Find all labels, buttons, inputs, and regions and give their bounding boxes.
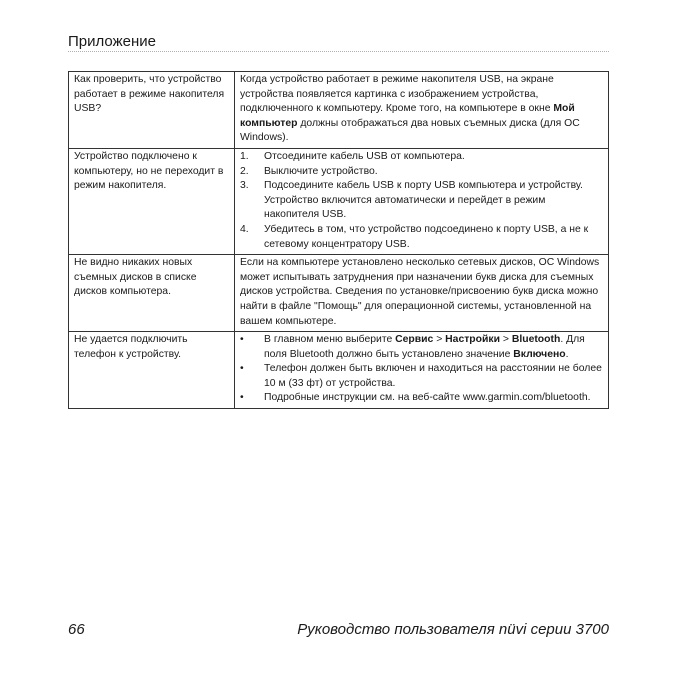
problem-cell: Не удается подключить телефон к устройству. bbox=[69, 332, 235, 409]
bullet-marker: • bbox=[240, 363, 244, 375]
page-number: 66 bbox=[68, 621, 85, 638]
solution-text: Когда устройство работает в режиме накопителя USB, на экране устройства появляется картинка с изображением устройства, подключенного к компьютеру. Кроме того, на компьютере в окне bbox=[240, 74, 554, 115]
step-text: Выключите устройство. bbox=[264, 165, 378, 177]
list-item bbox=[240, 362, 603, 391]
table-row bbox=[69, 72, 609, 149]
list-item bbox=[240, 223, 603, 252]
step-number: 2. bbox=[240, 165, 249, 177]
table-row bbox=[69, 148, 609, 254]
problem-cell: Устройство подключено к компьютеру, но не переходит в режим накопителя. bbox=[69, 148, 235, 254]
list-item bbox=[240, 333, 603, 362]
page-header-title: Приложение bbox=[68, 33, 156, 50]
bullet-text: > bbox=[433, 334, 446, 346]
bullet-marker: • bbox=[240, 334, 244, 346]
solution-cell bbox=[235, 332, 609, 409]
solution-cell bbox=[235, 148, 609, 254]
bullet-text: Подробные инструкции см. на веб-сайте www.garmin.com/bluetooth. bbox=[264, 392, 591, 404]
solution-cell: Если на компьютере установлено несколько сетевых дисков, ОС Windows может испытывать затруднения при назначении букв диска для съемных дисков устройства. Сведения по установке/присвоению букв диска можно найти в файле "Помощь" для операционной системы, установленной на вашем компьютере. bbox=[235, 255, 609, 332]
document-title: Руководство пользователя nüvi серии 3700 bbox=[297, 621, 609, 638]
problem-cell: Как проверить, что устройство работает в режиме накопителя USB? bbox=[69, 72, 235, 149]
menu-path-service: Сервис bbox=[395, 334, 434, 346]
solution-text: должны отображаться два новых съемных диска (для ОС Windows). bbox=[240, 117, 580, 144]
list-item bbox=[240, 391, 603, 406]
bullet-marker: • bbox=[240, 392, 244, 404]
table-row bbox=[69, 255, 609, 332]
bullet-list bbox=[240, 333, 603, 406]
problem-cell: Не видно никаких новых съемных дисков в списке дисков компьютера. bbox=[69, 255, 235, 332]
list-item bbox=[240, 179, 603, 223]
steps-list bbox=[240, 150, 603, 252]
bullet-text: . bbox=[565, 348, 569, 360]
bullet-text: Телефон должен быть включен и находиться на расстоянии не более 10 м (33 фт) от устройства. bbox=[264, 363, 602, 389]
step-text: Убедитесь в том, что устройство подсоединено к порту USB, а не к сетевому концентратору USB. bbox=[264, 223, 589, 250]
list-item bbox=[240, 165, 603, 180]
bullet-text: > bbox=[499, 334, 512, 346]
solution-cell bbox=[235, 72, 609, 149]
bullet-text: . Для поля Bluetooth должно быть установлено значение bbox=[264, 334, 585, 360]
list-item bbox=[240, 150, 603, 165]
header-divider bbox=[68, 51, 609, 52]
menu-path-settings: Настройки bbox=[445, 334, 500, 346]
step-number: 4. bbox=[240, 223, 249, 235]
step-text: Отсоедините кабель USB от компьютера. bbox=[264, 150, 465, 162]
menu-path-bluetooth: Bluetooth bbox=[511, 334, 561, 346]
step-number: 3. bbox=[240, 180, 249, 192]
table-row bbox=[69, 332, 609, 409]
value-enabled: Включено bbox=[513, 348, 566, 360]
solution-emphasis: Мой компьютер bbox=[240, 103, 575, 129]
bullet-text: В главном меню выберите bbox=[264, 334, 396, 346]
step-number: 1. bbox=[240, 150, 249, 162]
step-text: Подсоедините кабель USB к порту USB компьютера и устройству. Устройство включится автоматически и перейдет в режим накопителя USB. bbox=[264, 180, 583, 221]
troubleshooting-table bbox=[68, 71, 609, 409]
